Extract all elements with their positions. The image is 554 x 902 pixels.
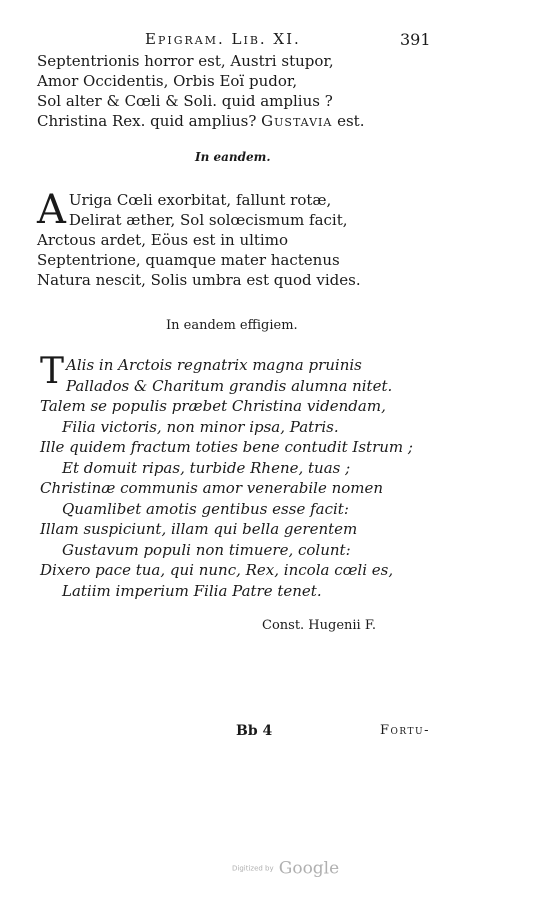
poem-line: Septentrionis horror est, Austri stupor, (37, 52, 334, 70)
poem-line: Sol alter & Cœli & Soli. quid amplius ? (37, 92, 333, 110)
poem-line: Illam suspiciunt, illam qui bella gerentem (40, 520, 358, 538)
line-text: est. (337, 112, 365, 130)
poem-1 (37, 51, 364, 131)
poem-3-title: In eandem effigiem. (166, 318, 298, 333)
poem-line: Filia victoris, non minor ipsa, Patris. (62, 417, 339, 436)
poem-2-title: In eandem. (195, 150, 271, 164)
signature-mark: Bb 4 (236, 723, 273, 739)
running-head: Epigram. Lib. XI. (145, 30, 301, 48)
poem-line: Pallados & Charitum grandis alumna nitet. (66, 376, 393, 395)
poem-line: Amor Occidentis, Orbis Eoï pudor, (37, 72, 298, 90)
drop-cap: T (40, 351, 65, 392)
drop-cap: A (37, 187, 66, 233)
name-gustavia: Gustavia (261, 112, 333, 130)
poem-3 (40, 351, 413, 601)
page-header (145, 30, 554, 52)
poem-line: Ille quidem fractum toties bene contudit Istrum ; (40, 438, 413, 456)
poem-line-last (37, 111, 364, 131)
poem-line: Natura nescit, Solis umbra est quod vides. (37, 271, 361, 289)
page-number: 391 (400, 30, 431, 49)
page-footer (0, 723, 554, 745)
poem-line: Et domuit ripas, turbide Rhene, tuas ; (62, 458, 351, 477)
poem-line: Gustavum populi non timuere, colunt: (62, 540, 351, 559)
watermark-label: Digitized by (232, 864, 274, 873)
catchword: Fortu- (380, 723, 430, 738)
poem-line: Christinæ communis amor venerabile nomen (40, 479, 384, 497)
poem-line: Latiim imperium Filia Patre tenet. (62, 581, 322, 600)
poem-line: Septentrione, quamque mater hactenus (37, 251, 340, 269)
watermark-brand: Google (278, 858, 340, 879)
poem-line: Delirat æther, Sol solœcismum facit, (68, 211, 348, 229)
author-signature: Const. Hugenii F. (262, 618, 376, 633)
poem-line: Dixero pace tua, qui nunc, Rex, incola cœli es, (40, 561, 394, 579)
poem-line: Uriga Cœli exorbitat, fallunt rotæ, (68, 191, 332, 209)
poem-line: Quamlibet amotis gentibus esse facit: (62, 499, 349, 518)
digitization-watermark (232, 858, 339, 879)
poem-line: Arctous ardet, Eöus est in ultimo (37, 231, 288, 249)
poem-line: Talem se populis præbet Christina videndam, (40, 397, 386, 415)
poem-2 (37, 187, 361, 290)
poem-line: Alis in Arctois regnatrix magna pruinis (66, 356, 362, 374)
line-text: Christina Rex. quid amplius? (37, 112, 257, 130)
